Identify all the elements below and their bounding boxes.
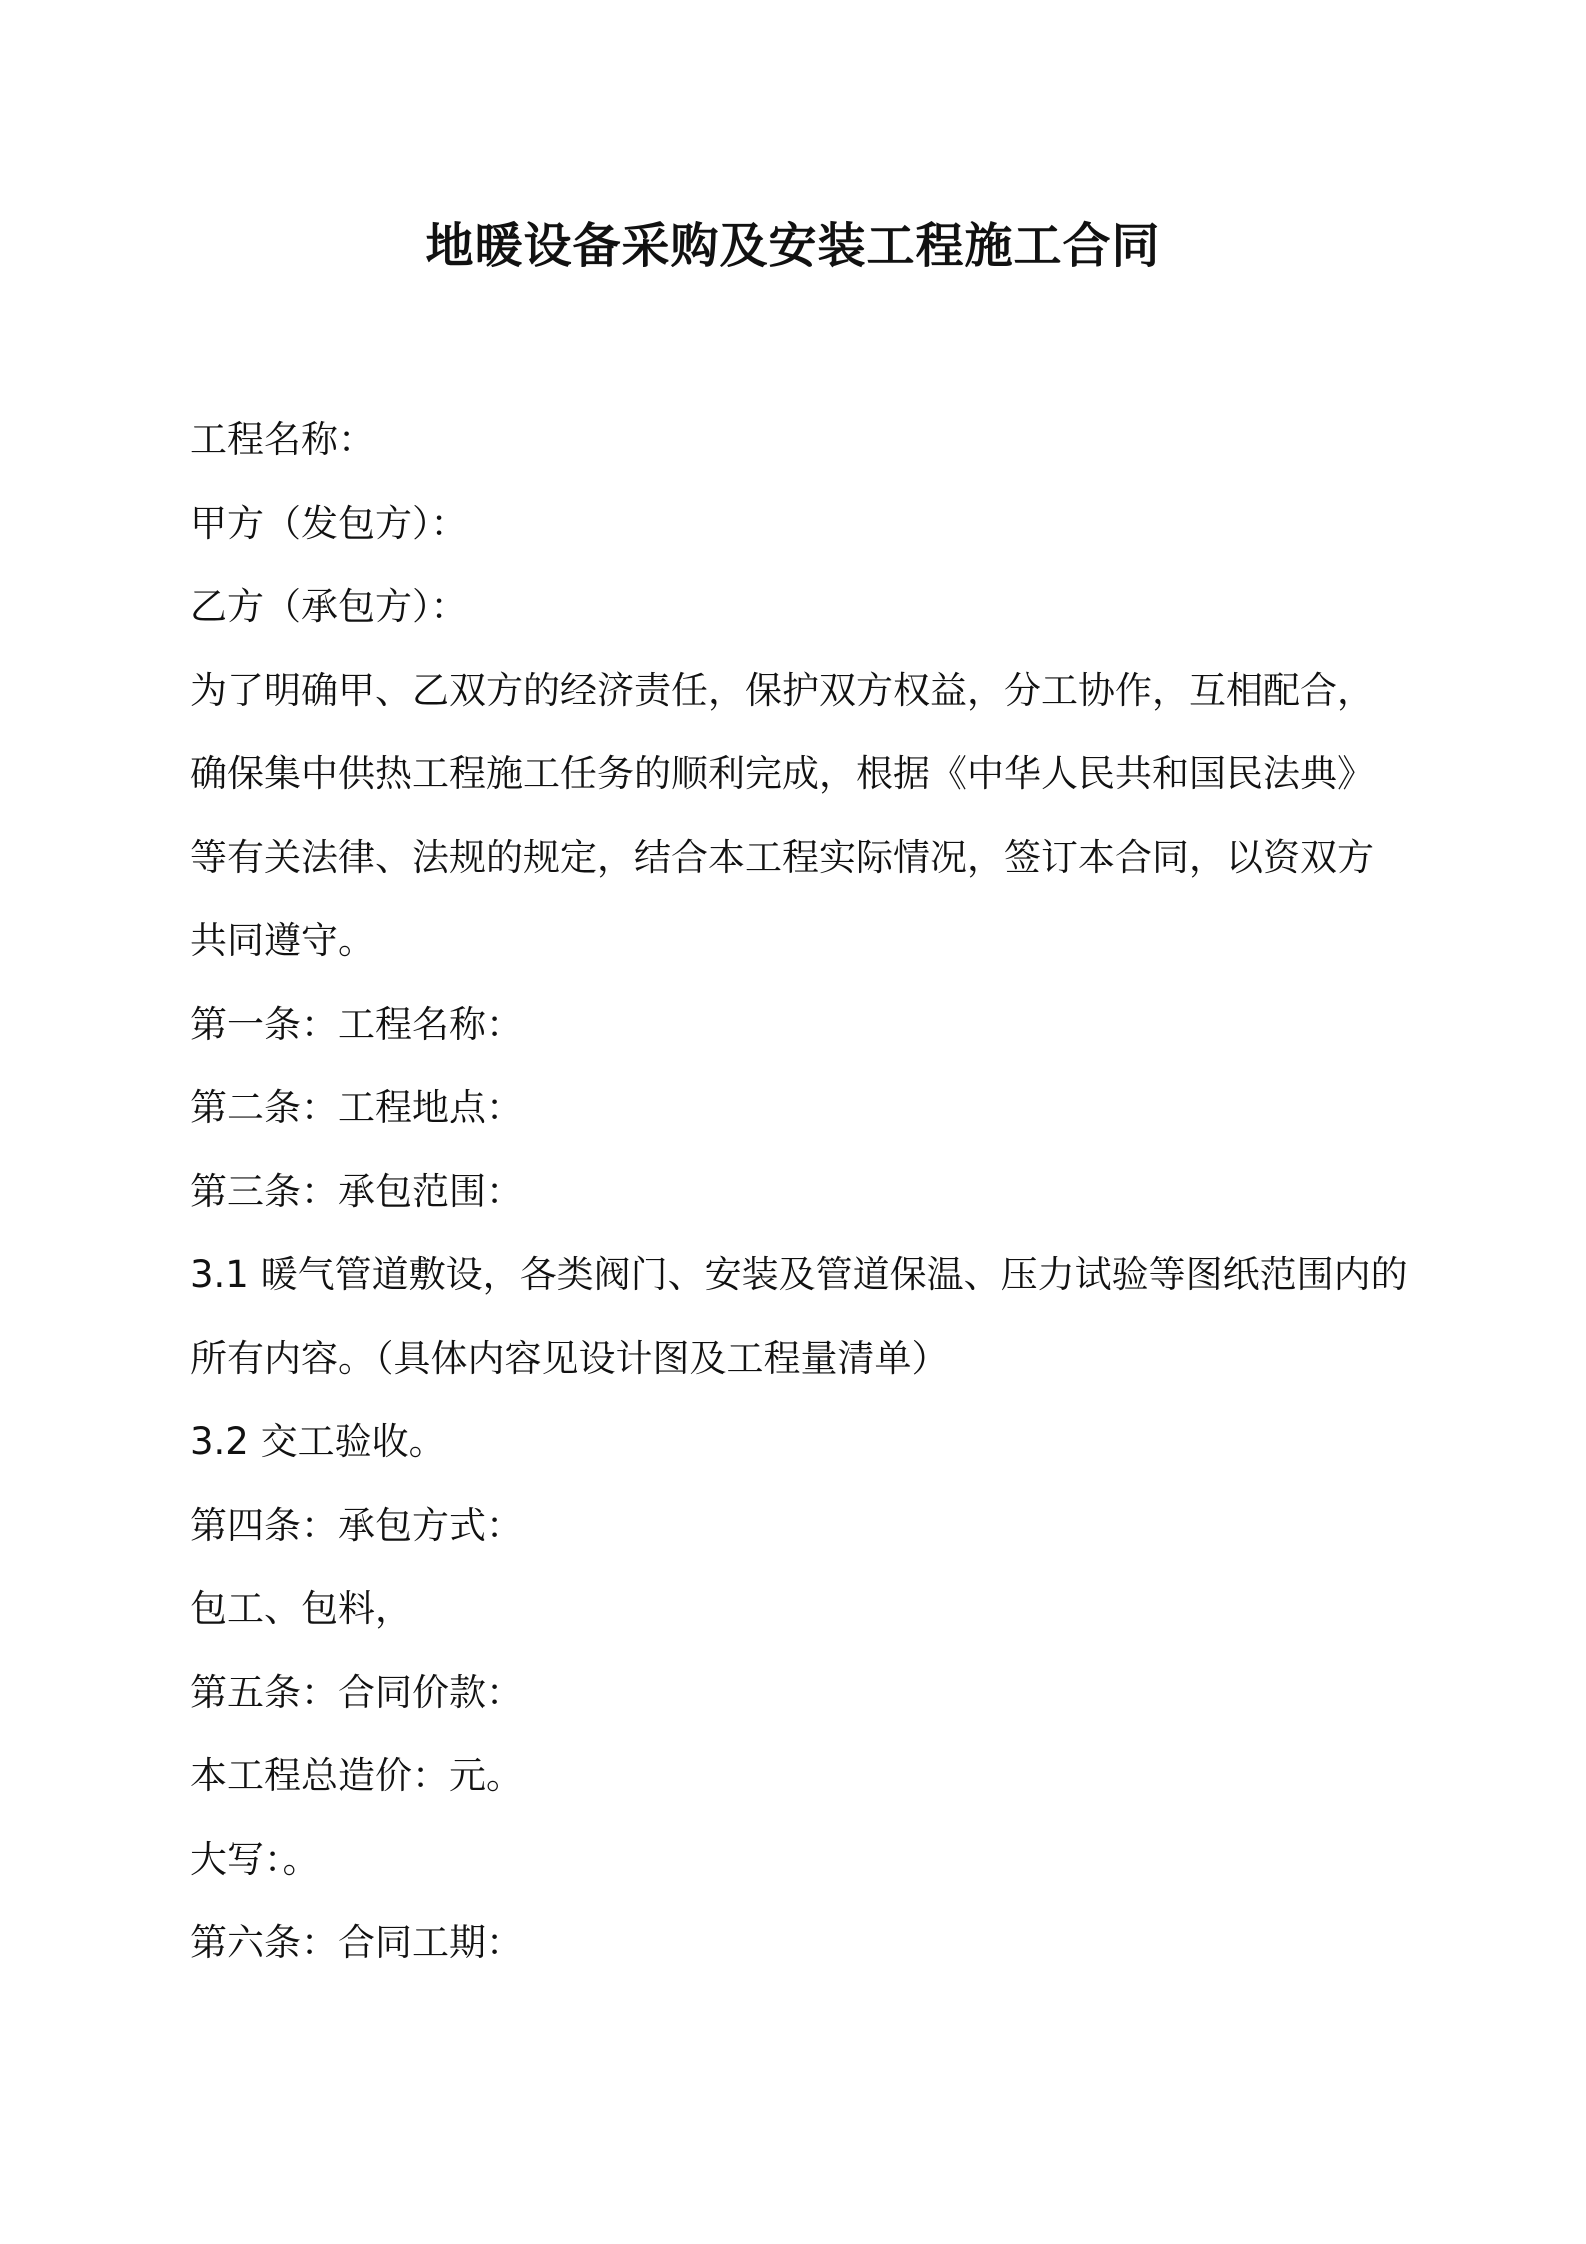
field-party-b: 乙方（承包方）：: [190, 585, 468, 628]
article-1-heading: 第一条：工程名称：: [190, 1002, 523, 1046]
article-3-heading: 第三条：承包范围：: [190, 1169, 523, 1213]
preamble-line-2: 确保集中供热工程施工任务的顺利完成，根据《中华人民共和国民法典》: [190, 752, 1374, 795]
preamble-line-4: 共同遵守。: [190, 919, 375, 962]
clause-3-1-line-2: 所有内容。（具体内容见设计图及工程量清单）: [190, 1336, 949, 1380]
total-price-line: 本工程总造价：元。: [190, 1754, 523, 1797]
clause-3-2: 3.2 交工验收。: [190, 1420, 446, 1463]
amount-in-words-line: 大写：。: [190, 1837, 320, 1881]
preamble-line-1: 为了明确甲、乙双方的经济责任，保护双方权益，分工协作，互相配合，: [190, 668, 1374, 712]
field-party-a: 甲方（发包方）：: [190, 501, 468, 545]
clause-3-1-line-1: 3.1 暖气管道敷设，各类阀门、安装及管道保温、压力试验等图纸范围内的: [190, 1253, 1408, 1296]
preamble-line-3: 等有关法律、法规的规定，结合本工程实际情况，签订本合同，以资双方: [190, 835, 1374, 879]
article-2-heading: 第二条：工程地点：: [190, 1086, 523, 1129]
document-body: [190, 398, 1410, 1985]
article-4-content: 包工、包料，: [190, 1587, 412, 1630]
field-project-name: 工程名称：: [190, 418, 375, 461]
article-6-heading: 第六条：合同工期：: [190, 1921, 523, 1964]
article-5-heading: 第五条：合同价款：: [190, 1670, 523, 1714]
article-4-heading: 第四条：承包方式：: [190, 1503, 523, 1547]
document-title: 地暖设备采购及安装工程施工合同: [425, 218, 1161, 274]
